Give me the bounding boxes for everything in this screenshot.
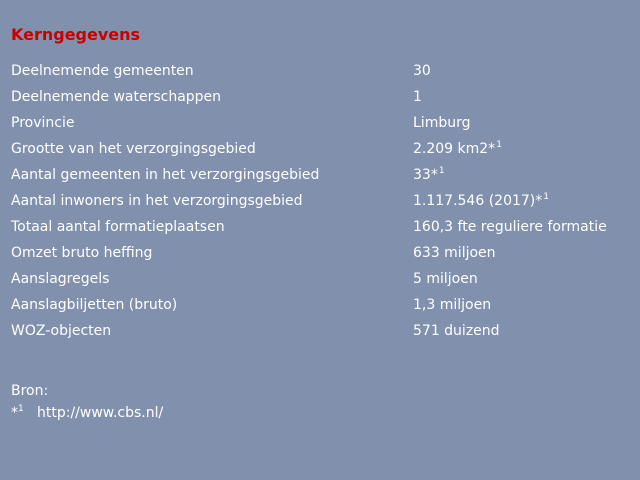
row-value: Limburg	[413, 115, 471, 131]
row-value: 30	[413, 63, 431, 79]
table-row	[11, 58, 631, 84]
row-label: WOZ-objecten	[11, 323, 112, 339]
row-label: Deelnemende gemeenten	[11, 63, 194, 79]
table-row	[11, 266, 631, 292]
row-label: Aantal gemeenten in het verzorgingsgebied	[11, 167, 320, 183]
row-label: Aanslagregels	[11, 271, 110, 287]
row-value: 633 miljoen	[413, 245, 496, 261]
source-label: Bron:	[11, 383, 49, 399]
section-title: Kerngegevens	[11, 25, 141, 44]
footnote-line	[11, 402, 163, 424]
table-row	[11, 84, 631, 110]
table-row	[11, 292, 631, 318]
table-row	[11, 136, 631, 162]
row-label: Deelnemende waterschappen	[11, 89, 222, 105]
row-value: 1,3 miljoen	[413, 297, 492, 313]
table-row	[11, 110, 631, 136]
footnote-ref: 1	[438, 166, 445, 176]
row-value: 1.117.546 (2017)*$^1$	[413, 192, 549, 209]
footnote-ref: 1	[543, 192, 549, 202]
row-label: Totaal aantal formatieplaatsen	[11, 219, 225, 235]
row-value: 5 miljoen	[413, 271, 478, 287]
footnote-marker: *$^1$	[11, 404, 24, 421]
key-data-table	[11, 58, 631, 344]
row-label: Aanslagbiljetten (bruto)	[11, 297, 178, 313]
footnote-ref: 1	[496, 140, 502, 150]
table-row	[11, 318, 631, 344]
table-row	[11, 188, 631, 214]
row-label: Aantal inwoners in het verzorgingsgebied	[11, 193, 303, 209]
row-value: 1	[413, 89, 422, 105]
table-row	[11, 214, 631, 240]
row-value: 2.209 km2*$^1$	[413, 140, 502, 157]
row-label: Provincie	[11, 115, 75, 131]
row-label: Grootte van het verzorgingsgebied	[11, 141, 256, 157]
row-value: 33*$^1$	[413, 166, 445, 183]
row-value: 160,3 fte reguliere formatie	[413, 219, 607, 235]
source-link[interactable]: http://www.cbs.nl/	[37, 405, 164, 421]
table-row	[11, 162, 631, 188]
kerngegevens-panel	[11, 0, 631, 480]
row-value: 571 duizend	[413, 323, 500, 339]
source-section	[11, 380, 163, 424]
row-label: Omzet bruto heffing	[11, 245, 153, 261]
table-row	[11, 240, 631, 266]
